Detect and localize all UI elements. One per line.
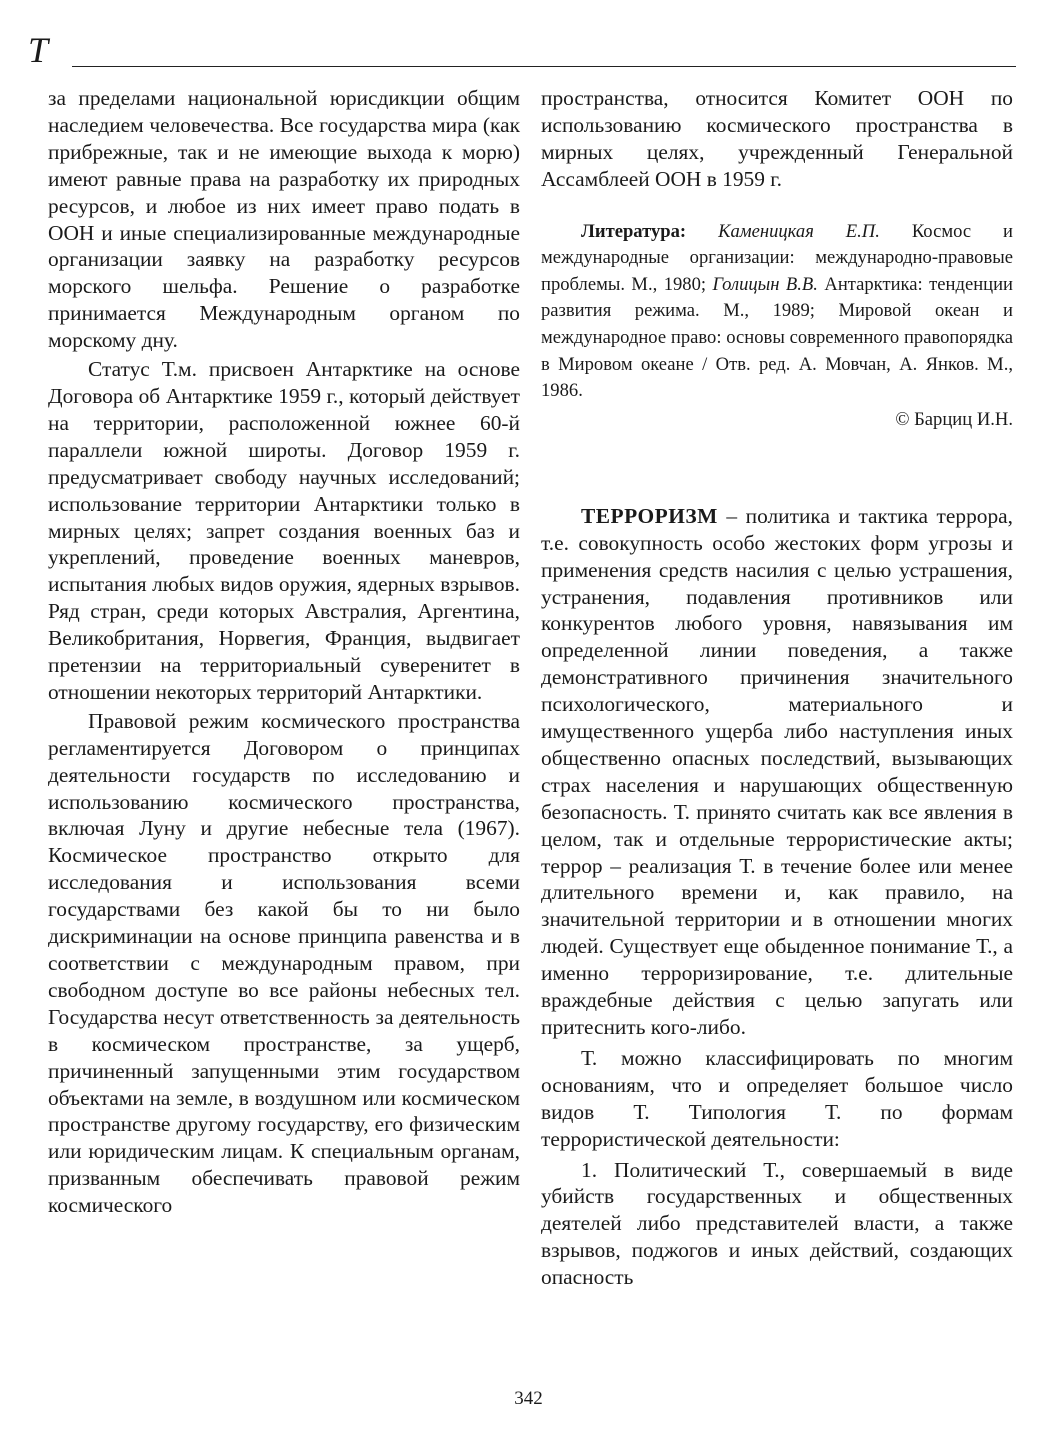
right-paragraph-3: Т. можно классифицировать по многим основаниям, что и определяет большое число видов Т. Типология Т. по формам террористической деятельности: xyxy=(541,1045,1013,1151)
author-signature: © Барциц И.Н. xyxy=(895,408,1013,430)
literature-label: Литература: xyxy=(581,220,687,242)
entry-term: ТЕРРОРИЗМ xyxy=(581,503,718,528)
left-paragraph-2: Статус Т.м. присвоен Антарктике на основе Договора об Антарктике 1959 г., который действует на территории, расположенной южнее 60-й параллели южной широты. Договор 1959 г. предусматривает свободу научных исследований; использование территории Антарктики только в мирных целях; запрет создания военных баз и укреплений, проведение военных маневров, испытания любых видов оружия, ядерных взрывов. Ряд стран, среди которых Австралия, Аргентина, Великобритания, Норвегия, Франция, выдвигает претензии на территориальный суверенитет в отношении некоторых территорий Антарктики. xyxy=(48,357,520,704)
left-paragraph-1: за пределами национальной юрисдикции общим наследием человечества. Все государства мира (как прибрежные, так и не имеющие выхода к морю) имеют равные права на разработку их природных ресурсов, и любое из них имеет право подать в ООН и иные специализированные международные организации заявку на разработку ресурсов морского шельфа. Решение о разработке принимается Международным органом по морскому дну. xyxy=(48,86,520,353)
literature-author-2: Голицын В.В. xyxy=(712,273,818,295)
right-paragraph-1: пространства, относится Комитет ООН по использованию космического пространства в мирных целях, учрежденный Генеральной Ассамблеей ООН в 1959 г. xyxy=(541,86,1013,191)
right-paragraph-4: 1. Политический Т., совершаемый в виде убийств государственных и общественных деятелей либо представителей власти, а также взрывов, поджогов и иных действий, создающих опасность xyxy=(541,1157,1013,1290)
section-letter: Т xyxy=(28,30,49,70)
literature-text-2: Антарктика: тенденции развития режима. М., 1989; Мировой океан и международное право: основы современного правопорядка в Мировом океане / Отв. ред. А. Мовчан, А. Янков. М., 1986. xyxy=(541,273,1013,402)
left-column xyxy=(48,85,520,1219)
literature-text-1: Космос и международные организации: международно-правовые проблемы. М., 1980; xyxy=(541,220,1013,295)
header-rule xyxy=(72,66,1016,67)
literature-block xyxy=(541,219,1013,405)
page-header xyxy=(28,30,1016,70)
entry-terrorism xyxy=(541,503,1013,1041)
entry-definition: – политика и тактика террора, т.е. совокупность особо жестоких форм угрозы и применения средств насилия с целью устрашения, устранения, подавления противников или конкурентов любого уровня, навязывания им определенной линии поведения, а также демонстративного причинения значительного психологического, материального и имущественного ущерба либо наступления иных общественно опасных последствий, вызывающих страх населения и нарушающих общественную безопасность. Т. принято считать как все явления в целом, так и отдельные террористические акты; террор – реализация Т. в течение более или менее длительного времени и, как правило, на значительной территории и в отношении многих людей. Существует еще обыденное понимание Т., а именно терроризирование, т.е. длительные враждебные действия с целью запугать или притеснить кого-либо. xyxy=(541,503,1013,1039)
page-number: 342 xyxy=(514,1388,543,1409)
literature-author-1: Каменицкая Е.П. xyxy=(718,220,880,242)
left-paragraph-3: Правовой режим космического пространства регламентируется Договором о принципах деятельности государств по исследованию и использованию космического пространства, включая Луну и другие небесные тела (1967). Космическое пространство открыто для исследования и использования всеми государствами без какой бы то ни было дискриминации на основе принципа равенства и в соответствии с международным правом, при свободном доступе во все районы небесных тел. Государства несут ответственность за деятельность в космическом пространстве, за ущерб, причиненный запущенными этим государством объектами на земле, в воздушном или космическом пространстве другому государству, его физическим или юридическим лицам. К специальным органам, призванным обеспечивать правовой режим космического xyxy=(48,708,520,1218)
right-column xyxy=(541,85,1013,1291)
